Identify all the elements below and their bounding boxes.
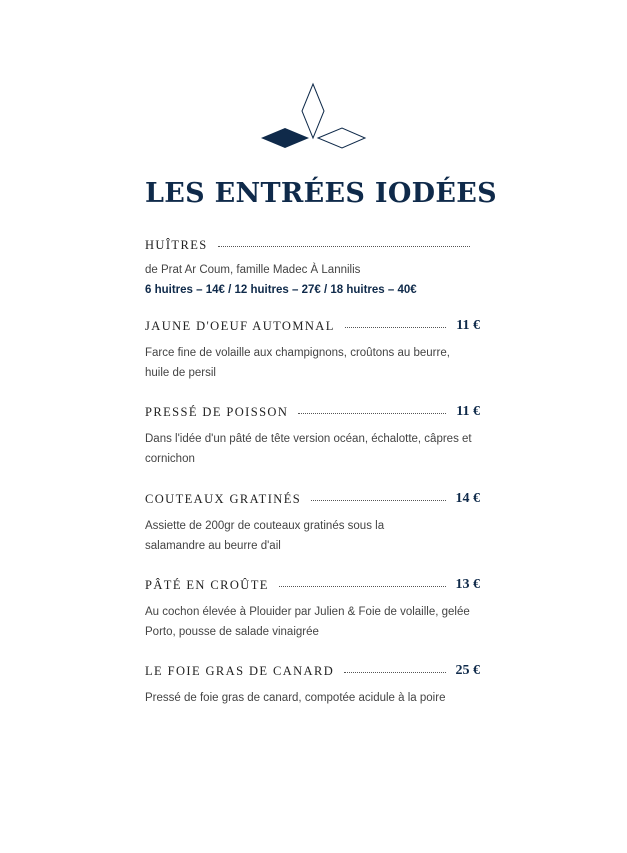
menu-item-jaune-doeuf xyxy=(145,317,480,383)
menu-item-pate-en-croute xyxy=(145,576,480,642)
item-name: COUTEAUX GRATINÉS xyxy=(145,491,302,506)
item-description: Assiette de 200gr de couteaux gratinés sous la salamandre au beurre d'ail xyxy=(145,520,385,552)
item-name: PÂTÉ EN CROÛTE xyxy=(145,577,269,592)
item-price: 11 € xyxy=(456,318,480,333)
menu-item-presse-de-poisson xyxy=(145,403,480,469)
item-price: 11 € xyxy=(456,404,480,419)
item-name: PRESSÉ DE POISSON xyxy=(145,404,289,419)
menu-item-foie-gras xyxy=(145,662,480,708)
page-title: LES ENTRÉES IODÉES xyxy=(145,178,497,209)
item-name: JAUNE D'OEUF AUTOMNAL xyxy=(145,318,335,333)
item-name: LE FOIE GRAS DE CANARD xyxy=(145,663,335,678)
dotted-leader xyxy=(344,672,445,673)
diamond-logo-icon xyxy=(255,80,370,155)
item-prices: 6 huitres – 14€ / 12 huitres – 27€ / 18 huitres – 40€ xyxy=(145,284,417,296)
dotted-leader xyxy=(311,500,445,501)
dotted-leader xyxy=(345,327,447,328)
item-description: de Prat Ar Coum, famille Madec À Lannilis xyxy=(145,264,361,276)
item-description: Pressé de foie gras de canard, compotée acidule à la poire xyxy=(145,692,446,704)
item-price: 14 € xyxy=(455,491,480,506)
dotted-leader xyxy=(279,586,446,587)
item-description: Farce fine de volaille aux champignons, croûtons au beurre, huile de persil xyxy=(145,347,450,379)
menu-item-huitres xyxy=(145,236,470,300)
menu-item-couteaux-gratines xyxy=(145,490,480,556)
dotted-leader xyxy=(298,413,446,414)
item-price: 13 € xyxy=(455,577,480,592)
dotted-leader xyxy=(218,246,470,247)
item-description: Au cochon élevée à Plouider par Julien & Foie de volaille, gelée Porto, pousse de salade vinaigrée xyxy=(145,606,470,638)
item-price: 25 € xyxy=(455,663,480,678)
item-description: Dans l'idée d'un pâté de tête version océan, échalotte, câpres et cornichon xyxy=(145,433,472,465)
item-name: HUÎTRES xyxy=(145,237,208,252)
